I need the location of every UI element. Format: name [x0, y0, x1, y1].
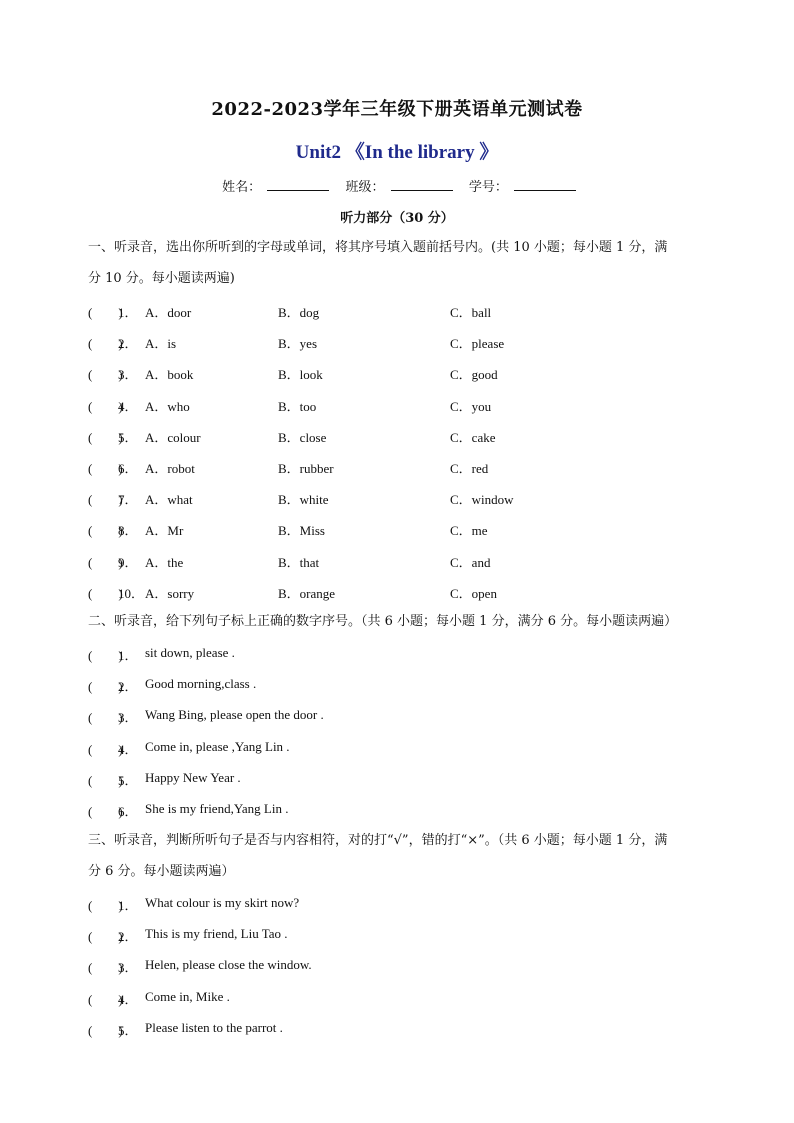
- answer-bracket[interactable]: ( ): [88, 1022, 123, 1038]
- sentence-number: 3．: [118, 710, 138, 726]
- class-label: 班级：: [345, 180, 385, 195]
- sentence-text: Happy New Year .: [145, 769, 241, 785]
- answer-bracket[interactable]: ( ): [88, 461, 123, 476]
- part-title: 听力部分（30 分）: [340, 211, 454, 226]
- answer-bracket[interactable]: ( ): [88, 429, 123, 445]
- class-blank[interactable]: [391, 178, 453, 191]
- option-c: C．cake: [450, 429, 496, 445]
- sentence-number: 2．: [118, 929, 138, 945]
- option-b: B．look: [278, 367, 323, 383]
- sentence-text: Come in, please ,Yang Lin .: [145, 738, 290, 754]
- option-a: A．the: [145, 554, 184, 570]
- option-a: A．colour: [145, 429, 201, 445]
- sentence-text: Wang Bing, please open the door .: [145, 707, 324, 723]
- answer-bracket[interactable]: ( ): [88, 398, 123, 414]
- option-b: B．that: [278, 554, 320, 570]
- answer-bracket[interactable]: ( ): [88, 492, 123, 508]
- option-c: C．please: [450, 336, 505, 352]
- option-a: A．robot: [145, 461, 195, 476]
- question-number: 2．: [118, 336, 138, 352]
- question-number: 4．: [118, 398, 138, 414]
- question-number: 3．: [118, 367, 138, 383]
- sentence-number: 6．: [118, 804, 138, 819]
- option-c: C．you: [450, 398, 492, 414]
- name-blank[interactable]: [267, 178, 329, 191]
- option-b: B．rubber: [278, 461, 334, 476]
- sentence-text: Helen, please close the window.: [145, 957, 312, 973]
- answer-bracket[interactable]: ( ): [88, 804, 123, 819]
- answer-bracket[interactable]: ( ): [88, 648, 123, 663]
- option-a: A．is: [145, 336, 177, 352]
- answer-bracket[interactable]: ( ): [88, 710, 123, 726]
- answer-bracket[interactable]: ( ): [88, 960, 123, 976]
- student-info: [0, 176, 794, 195]
- option-a: A．sorry: [145, 585, 195, 601]
- page-title: 2022-2023学年三年级下册英语单元测试卷: [211, 99, 583, 120]
- answer-bracket[interactable]: ( ): [88, 585, 123, 601]
- sentence-number: 3．: [118, 960, 138, 976]
- sentence-number: 1．: [118, 648, 138, 663]
- sentence-text: This is my friend, Liu Tao .: [145, 926, 288, 942]
- option-a: A．who: [145, 398, 190, 414]
- id-label: 学号：: [468, 180, 508, 195]
- section1-instruction-line2: 分 10 分。每小题读两遍): [88, 271, 235, 286]
- section1-instruction: [88, 232, 718, 294]
- option-c: C．open: [450, 585, 497, 601]
- question-number: 5．: [118, 429, 138, 445]
- sentence-text: Good morning,class .: [145, 676, 257, 692]
- sentence-text: She is my friend,Yang Lin .: [145, 801, 289, 816]
- option-b: B．yes: [278, 336, 318, 352]
- option-a: A．Mr: [145, 523, 184, 539]
- answer-bracket[interactable]: ( ): [88, 523, 123, 539]
- answer-bracket[interactable]: ( ): [88, 554, 123, 570]
- option-b: B．white: [278, 492, 329, 508]
- answer-bracket[interactable]: ( ): [88, 898, 123, 913]
- answer-bracket[interactable]: ( ): [88, 367, 123, 383]
- sentence-text: Please listen to the parrot .: [145, 1019, 283, 1035]
- sentence-text: sit down, please .: [145, 645, 235, 660]
- sentence-number: 5．: [118, 772, 138, 788]
- question-number: 8．: [118, 523, 138, 539]
- name-label: 姓名：: [222, 180, 262, 195]
- question-number: 9．: [118, 554, 138, 570]
- option-b: B．Miss: [278, 523, 325, 539]
- question-number: 6．: [118, 461, 138, 476]
- question-number: 7．: [118, 492, 138, 508]
- unit-subtitle: Unit2 《In the library 》: [295, 142, 499, 163]
- answer-bracket[interactable]: ( ): [88, 772, 123, 788]
- question-number: 10．: [118, 585, 145, 601]
- option-b: B．too: [278, 398, 317, 414]
- sentence-number: 1．: [118, 898, 138, 913]
- answer-bracket[interactable]: ( ): [88, 741, 123, 757]
- section3-instruction-line1: 三、听录音，判断所听句子是否与内容相符，对的打“√”，错的打“×”。（共 6 小题；每小题 1 分，满: [88, 833, 668, 848]
- option-b: B．orange: [278, 585, 336, 601]
- section1-instruction-line1: 一、听录音，选出你所听到的字母或单词，将其序号填入题前括号内。(共 10 小题；每小题 1 分，满: [88, 240, 668, 255]
- option-c: C．ball: [450, 305, 492, 320]
- sentence-number: 2．: [118, 679, 138, 695]
- section3-instruction-line2: 分 6 分。每小题读两遍）: [88, 864, 235, 879]
- option-a: A．what: [145, 492, 193, 508]
- answer-bracket[interactable]: ( ): [88, 929, 123, 945]
- section2-instruction: 二、听录音，给下列句子标上正确的数字序号。（共 6 小题；每小题 1 分，满分 6 分。每小题读两遍）: [88, 614, 678, 629]
- option-c: C．red: [450, 461, 489, 476]
- sentence-number: 4．: [118, 991, 138, 1007]
- option-b: B．close: [278, 429, 327, 445]
- id-blank[interactable]: [514, 178, 576, 191]
- option-a: A．door: [145, 305, 192, 320]
- option-c: C．good: [450, 367, 498, 383]
- option-c: C．window: [450, 492, 514, 508]
- answer-bracket[interactable]: ( ): [88, 336, 123, 352]
- option-a: A．book: [145, 367, 194, 383]
- option-c: C．and: [450, 554, 491, 570]
- sentence-text: What colour is my skirt now?: [145, 895, 300, 910]
- sentence-number: 4．: [118, 741, 138, 757]
- option-b: B．dog: [278, 305, 320, 320]
- option-c: C．me: [450, 523, 488, 539]
- answer-bracket[interactable]: ( ): [88, 991, 123, 1007]
- section3-instruction: [88, 825, 718, 887]
- answer-bracket[interactable]: ( ): [88, 679, 123, 695]
- sentence-text: Come in, Mike .: [145, 988, 230, 1004]
- answer-bracket[interactable]: ( ): [88, 305, 123, 320]
- sentence-number: 5．: [118, 1022, 138, 1038]
- question-number: 1．: [118, 305, 138, 320]
